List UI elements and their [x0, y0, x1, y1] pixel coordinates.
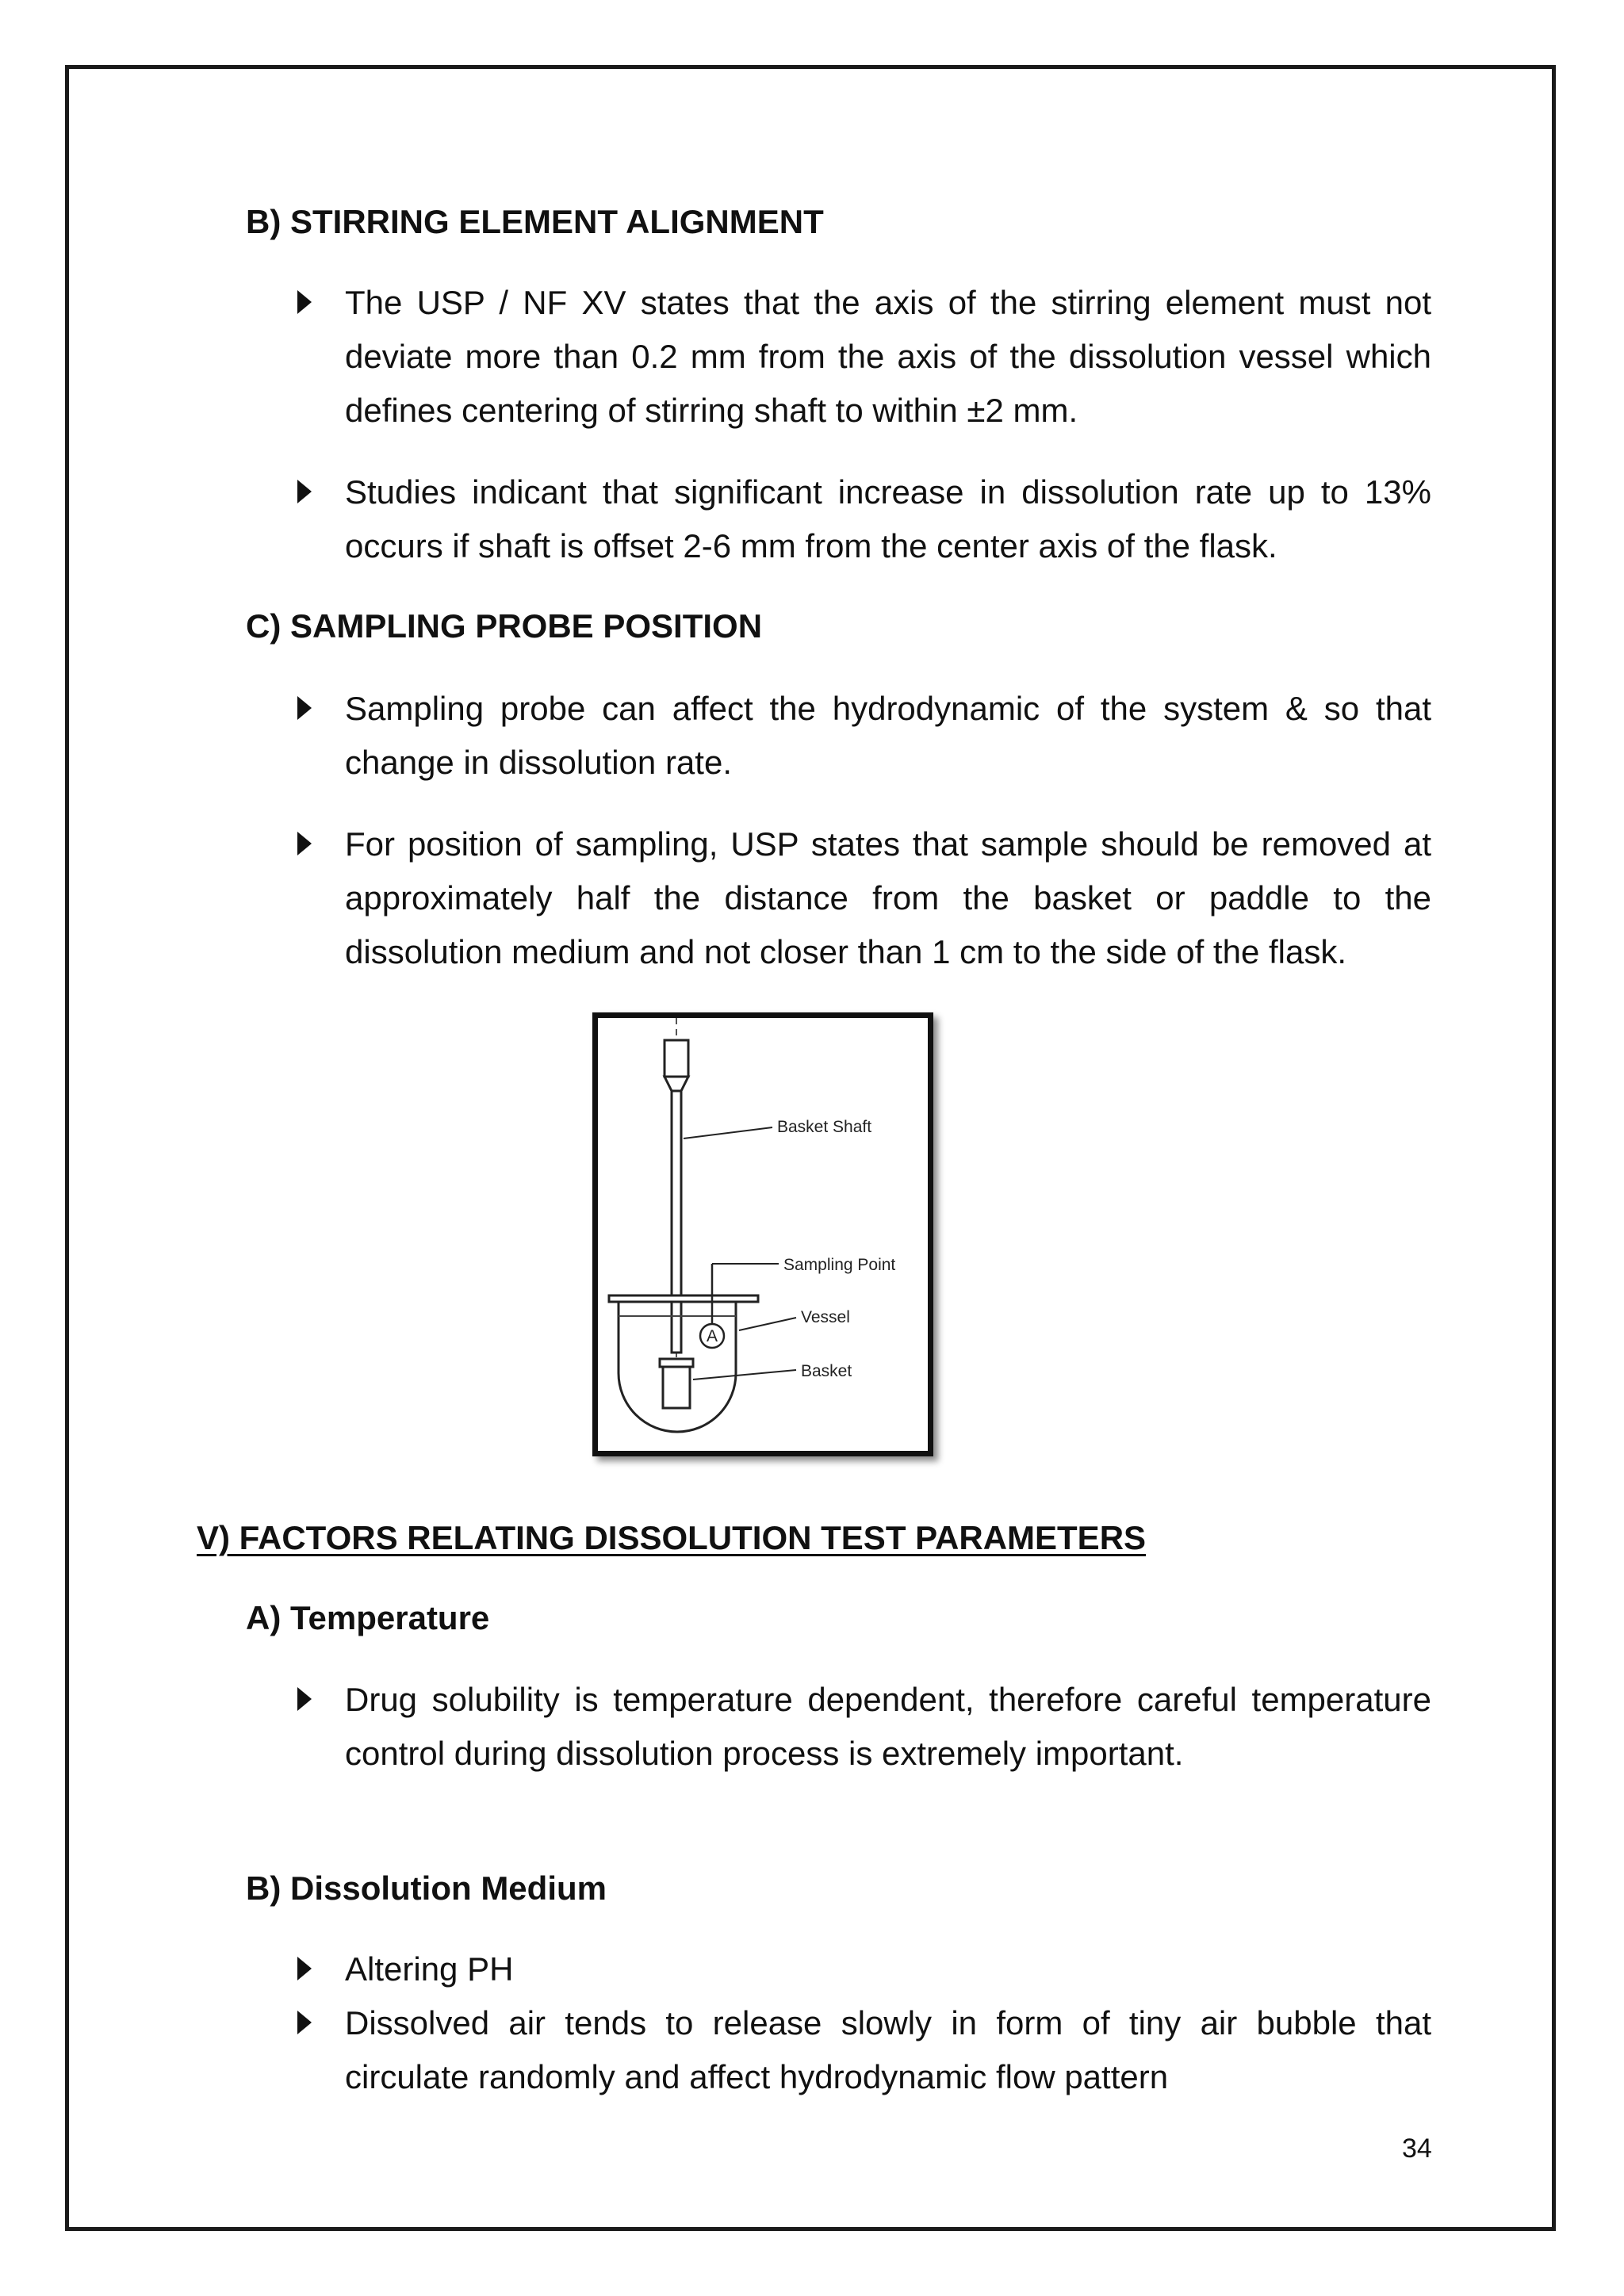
bullet-text: For position of sampling, USP states that sample should be removed at approximately half the distance from the basket or paddle to the dissolution medium and not closer than 1 cm to the side of the flask. — [345, 825, 1431, 970]
bullet-text: Sampling probe can affect the hydrodynamic of the system & so that change in dissolution rate. — [345, 690, 1431, 781]
bullet-arrow-icon — [297, 696, 312, 720]
label-sampling-point: Sampling Point — [783, 1256, 896, 1274]
basket-shaft — [672, 1091, 681, 1353]
bullet-arrow-icon — [297, 290, 312, 314]
motor-chuck — [665, 1040, 688, 1077]
page-number: 34 — [1402, 2133, 1432, 2164]
heading-sampling-probe-position: C) SAMPLING PROBE POSITION — [246, 607, 763, 645]
bullet-item — [297, 817, 1431, 979]
bullet-text: Dissolved air tends to release slowly in form of tiny air bubble that circulate randomly and affect hydrodynamic flow pattern — [345, 2004, 1431, 2095]
sampling-position-figure — [592, 1012, 933, 1456]
label-vessel: Vessel — [801, 1308, 850, 1326]
bullet-text: Studies indicant that significant increase in dissolution rate up to 13% occurs if shaft is offset 2-6 mm from the center axis of the flask. — [345, 473, 1431, 564]
heading-factors-dissolution-test-parameters: V) FACTORS RELATING DISSOLUTION TEST PARAMETERS — [197, 1519, 1147, 1556]
bullet-item — [297, 1673, 1431, 1781]
bullet-item — [297, 682, 1431, 790]
leader-basket — [693, 1370, 796, 1380]
heading-temperature: A) Temperature — [246, 1599, 490, 1636]
basket-body — [663, 1367, 690, 1408]
bullet-arrow-icon — [297, 2011, 312, 2034]
bullet-item — [297, 1942, 1431, 1996]
bullet-text: The USP / NF XV states that the axis of the stirring element must not deviate more than 0.2 mm from the axis of the dissolution vessel which defines centering of stirring shaft to within ±2 mm. — [345, 284, 1431, 429]
apparatus-diagram — [598, 1018, 928, 1451]
bullet-arrow-icon — [297, 1957, 312, 1980]
chuck-taper — [665, 1077, 688, 1091]
bullet-item — [297, 276, 1431, 438]
leader-vessel — [739, 1318, 796, 1330]
label-basket: Basket — [801, 1362, 852, 1380]
heading-stirring-element-alignment: B) STIRRING ELEMENT ALIGNMENT — [246, 203, 824, 240]
bullet-item — [297, 1996, 1431, 2104]
vessel-lid — [609, 1295, 758, 1302]
label-basket-shaft: Basket Shaft — [777, 1118, 872, 1136]
bullet-arrow-icon — [297, 480, 312, 503]
bullet-arrow-icon — [297, 1687, 312, 1711]
sampling-point-letter: A — [706, 1327, 718, 1345]
bullet-text: Drug solubility is temperature dependent, therefore careful temperature control during dissolution process is extremely important. — [345, 1681, 1431, 1772]
heading-dissolution-medium: B) Dissolution Medium — [246, 1869, 607, 1907]
bullet-arrow-icon — [297, 832, 312, 855]
leader-basket-shaft — [684, 1127, 772, 1138]
bullet-text: Altering PH — [345, 1950, 514, 1988]
bullet-item — [297, 465, 1431, 573]
